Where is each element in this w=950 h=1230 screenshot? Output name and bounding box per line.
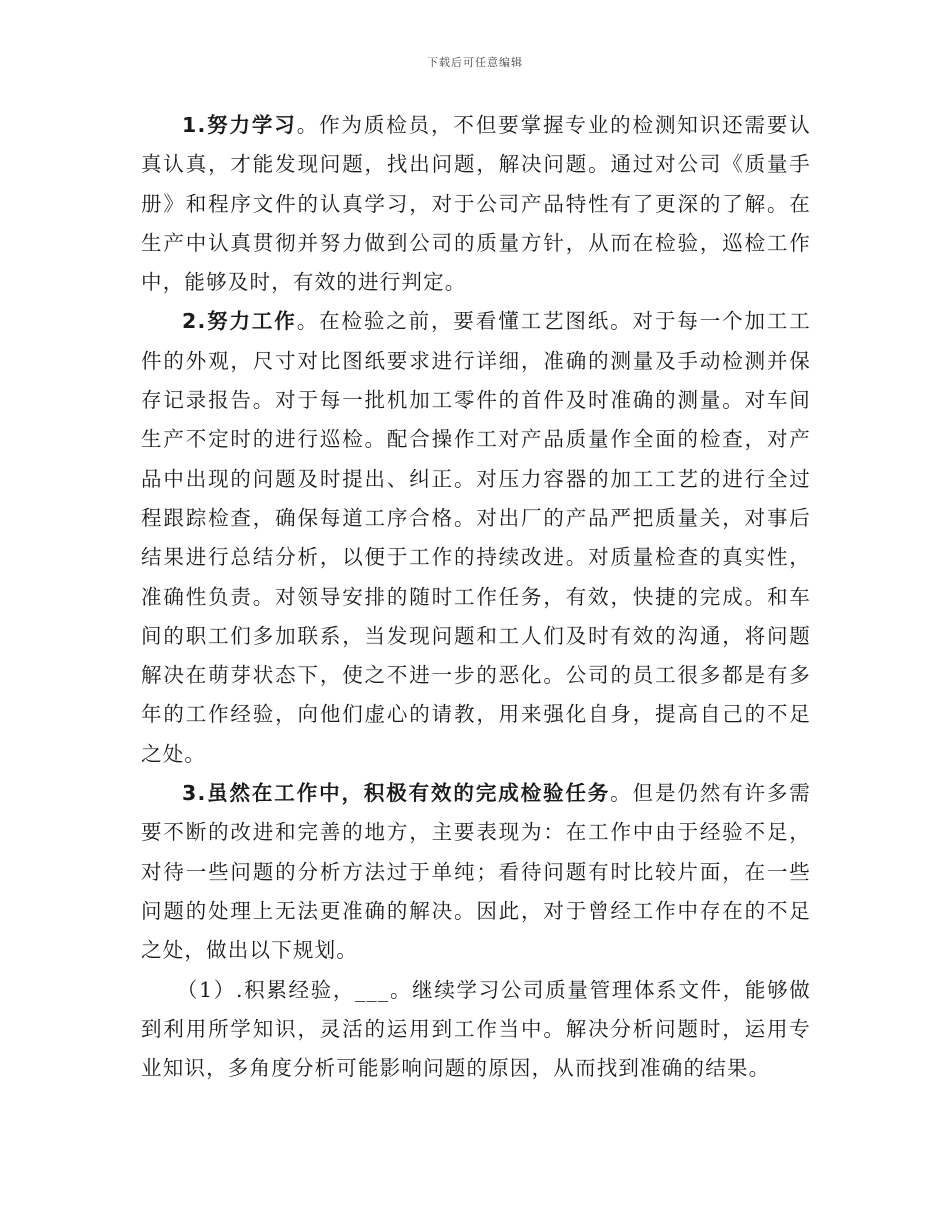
sub-paragraph-1: （1）.积累经验，___。继续学习公司质量管理体系文件，能够做到利用所学知识，灵活的运用到工作当中。解决分析问题时，运用专业知识，多角度分析可能影响问题的原因，从而找到准确的结果。: [141, 977, 811, 1081]
paragraph-2-body: 。在检验之前，要看懂工艺图纸。对于每一个加工工件的外观，尺寸对比图纸要求进行详细，准确的测量及手动检测并保存记录报告。对于每一批机加工零件的首件及时准确的测量。对车间生产不定时的进行巡检。配合操作工对产品质量作全面的检查，对产品中出现的问题及时提出、纠正。对压力容器的加工工艺的进行全过程跟踪检查，确保每道工序合格。对出厂的产品严把质量关，对事后结果进行总结分析，以便于工作的持续改进。对质量检查的真实性，准确性负责。对领导安排的随时工作任务，有效，快捷的完成。和车间的职工们多加联系，当发现问题和工人们及时有效的沟通，将问题解决在萌芽状态下，使之不进一步的恶化。公司的员工很多都是有多年的工作经验，向他们虚心的请教，用来强化自身，提高自己的不足之处。: [141, 309, 811, 766]
paragraph-1-lead: 1.努力学习: [182, 113, 297, 137]
paragraph-1-body: 。作为质检员，不但要掌握专业的检测知识还需要认真认真，才能发现问题，找出问题，解决问题。通过对公司《质量手册》和程序文件的认真学习，对于公司产品特性有了更深的了解。在生产中认真贯彻并努力做到公司的质量方针，从而在检验，巡检工作中，能够及时，有效的进行判定。: [141, 113, 811, 295]
paragraph-3-body: 。但是仍然有许多需要不断的改进和完善的地方，主要表现为：在工作中由于经验不足，对待一些问题的分析方法过于单纯；看待问题有时比较片面，在一些问题的处理上无法更准确的解决。因此，对于曾经工作中存在的不足之处，做出以下规划。: [141, 781, 811, 963]
paragraph-3: [141, 774, 811, 970]
paragraph-1: [141, 106, 811, 302]
document-body: [141, 106, 811, 1088]
paragraph-2-lead: 2.努力工作: [182, 309, 297, 334]
header-note: 下载后可任意编辑: [427, 56, 523, 69]
paragraph-2: [141, 302, 811, 774]
paragraph-3-lead: 3.虽然在工作中，积极有效的完成检验任务: [182, 781, 611, 806]
